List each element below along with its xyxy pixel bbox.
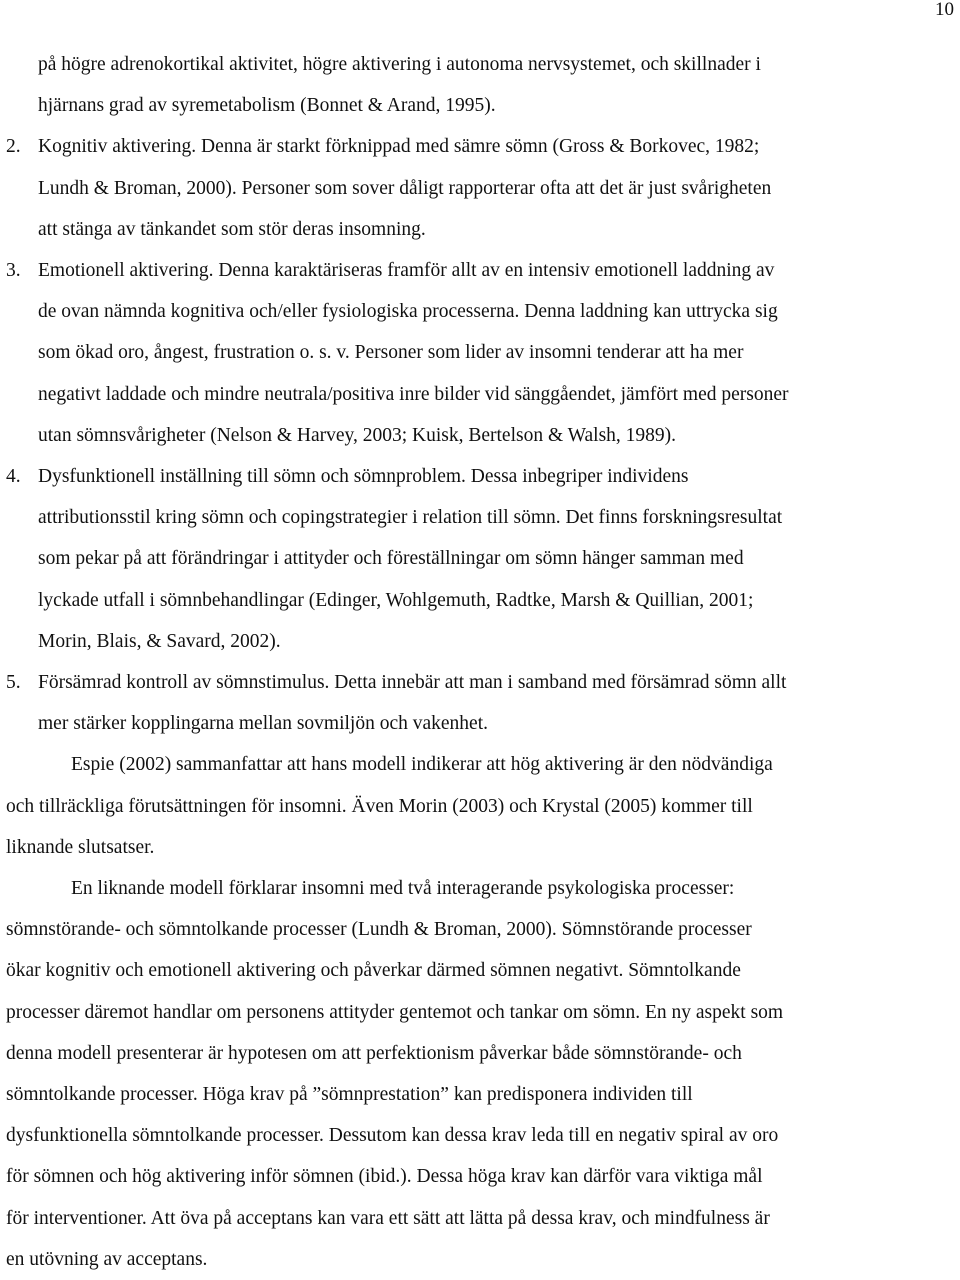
text-line: En liknande modell förklarar insomni med två interagerande psykologiska processer: — [71, 878, 735, 900]
list-item-body — [38, 456, 956, 662]
list-item-number: 3. — [6, 260, 21, 282]
list-item — [6, 126, 956, 250]
list-item — [6, 250, 956, 456]
text-line: sömnstörande- och sömntolkande processer (Lundh & Broman, 2000). Sömnstörande processer — [6, 919, 752, 941]
document-body — [6, 44, 956, 1280]
text-line: att stänga av tänkandet som stör deras insomning. — [38, 218, 426, 240]
text-line: processer däremot handlar om personens attityder gentemot och tankar om sömn. En ny aspekt som — [6, 1001, 784, 1023]
text-line: Espie (2002) sammanfattar att hans modell indikerar att hög aktivering är den nödvändiga — [71, 754, 773, 776]
body-paragraph — [6, 744, 956, 868]
text-line: utan sömnsvårigheter (Nelson & Harvey, 2003; Kuisk, Bertelson & Walsh, 1989). — [38, 424, 677, 446]
list-item — [6, 456, 956, 662]
text-line: de ovan nämnda kognitiva och/eller fysiologiska processerna. Denna laddning kan uttrycka sig — [38, 301, 778, 323]
text-line: sömntolkande processer. Höga krav på ”sömnprestation” kan predisponera individen till — [6, 1084, 693, 1106]
text-line: negativt laddade och mindre neutrala/positiva inre bilder vid sänggåendet, jämfört med personer — [38, 383, 789, 405]
list-item-number: 4. — [6, 466, 21, 488]
list-item-body — [38, 250, 956, 456]
text-line: som ökad oro, ångest, frustration o. s. v. Personer som lider av insomni tenderar att ha mer — [38, 342, 744, 364]
text-line: Kognitiv aktivering. Denna är starkt förknippad med sämre sömn (Gross & Borkovec, 1982; — [38, 136, 760, 158]
text-line: dysfunktionella sömntolkande processer. Dessutom kan dessa krav leda till en negativ spiral av oro — [6, 1125, 779, 1147]
list-item-number: 2. — [6, 136, 21, 158]
list-item — [6, 662, 956, 744]
text-line: Emotionell aktivering. Denna karaktäriseras framför allt av en intensiv emotionell laddning av — [38, 260, 775, 282]
text-line: lyckade utfall i sömnbehandlingar (Edinger, Wohlgemuth, Radtke, Marsh & Quillian, 2001; — [38, 589, 754, 611]
text-line: mer stärker kopplingarna mellan sovmiljön och vakenhet. — [38, 713, 488, 735]
text-line: Lundh & Broman, 2000). Personer som sover dåligt rapporterar ofta att det är just svårigheten — [38, 177, 772, 199]
text-line: hjärnans grad av syremetabolism (Bonnet & Arand, 1995). — [38, 95, 496, 117]
text-line: för interventioner. Att öva på acceptans kan vara ett sätt att lätta på dessa krav, och mindfulness är — [6, 1207, 770, 1229]
text-line: på högre adrenokortikal aktivitet, högre aktivering i autonoma nervsystemet, och skillnader i — [38, 54, 761, 75]
text-line: liknande slutsatser. — [6, 836, 155, 858]
text-line: och tillräckliga förutsättningen för insomni. Även Morin (2003) och Krystal (2005) kommer till — [6, 795, 753, 817]
text-line: en utövning av acceptans. — [6, 1248, 208, 1270]
text-line: Dysfunktionell inställning till sömn och sömnproblem. Dessa inbegriper individens — [38, 466, 689, 488]
list-item-body — [38, 126, 956, 250]
text-line: denna modell presenterar är hypotesen om att perfektionism påverkar både sömnstörande- och — [6, 1042, 742, 1064]
text-line: Morin, Blais, & Savard, 2002). — [38, 630, 281, 652]
text-line: för sömnen och hög aktivering inför sömnen (ibid.). Dessa höga krav kan därför vara viktiga mål — [6, 1166, 763, 1188]
text-line: ökar kognitiv och emotionell aktivering och påverkar därmed sömnen negativt. Sömntolkande — [6, 960, 741, 982]
text-line: attributionsstil kring sömn och copingstrategier i relation till sömn. Det finns forskningsresultat — [38, 507, 783, 529]
list-item-number: 5. — [6, 672, 21, 694]
text-line: som pekar på att förändringar i attityder och föreställningar om sömn hänger samman med — [38, 548, 744, 570]
continuation-paragraph — [6, 44, 956, 126]
list-item-body — [38, 662, 956, 744]
page-number: 10 — [935, 0, 954, 20]
text-line: Försämrad kontroll av sömnstimulus. Detta innebär att man i samband med försämrad sömn allt — [38, 672, 787, 694]
body-paragraph — [6, 868, 956, 1280]
